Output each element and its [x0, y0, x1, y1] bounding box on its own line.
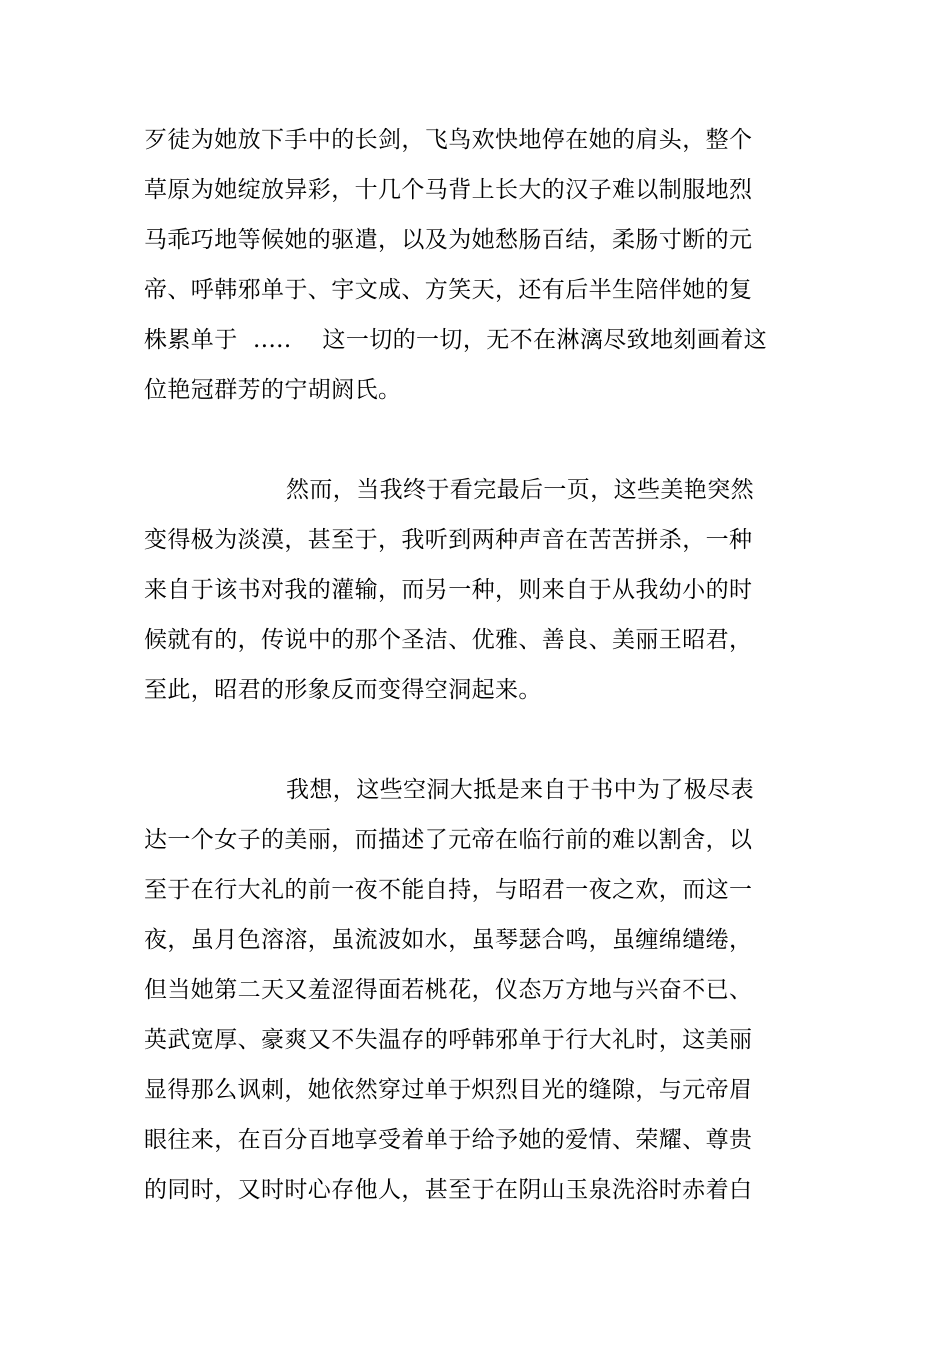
paragraph-3-line-5: 但当她第二天又羞涩得面若桃花，仪态万方地与兴奋不已、 — [144, 977, 753, 1003]
paragraph-3-line-2: 达一个女子的美丽，而描述了元帝在临行前的难以割舍，以 — [144, 827, 753, 853]
paragraph-3-line-6: 英武宽厚、豪爽又不失温存的呼韩邪单于行大礼时，这美丽 — [144, 1027, 753, 1053]
paragraph-3-line-9: 的同时，又时时心存他人，甚至于在阴山玉泉洗浴时赤着白 — [144, 1177, 753, 1203]
paragraph-2-line-5: 至此，昭君的形象反而变得空洞起来。 — [144, 677, 542, 703]
paragraph-2-line-3: 来自于该书对我的灌输，而另一种，则来自于从我幼小的时 — [144, 577, 753, 603]
paragraph-1-line-1: 歹徒为她放下手中的长剑，飞鸟欢快地停在她的肩头，整个 — [144, 127, 753, 153]
paragraph-1-line-3: 马乖巧地等候她的驱遣，以及为她愁肠百结，柔肠寸断的元 — [144, 227, 753, 253]
paragraph-2-line-4: 候就有的，传说中的那个圣洁、优雅、善良、美丽王昭君， — [144, 627, 753, 653]
paragraph-1-line-6: 位艳冠群芳的宁胡阏氏。 — [144, 377, 402, 403]
paragraph-2-line-1: 然而，当我终于看完最后一页，这些美艳突然 — [286, 477, 754, 503]
paragraph-3-line-7: 显得那么讽刺，她依然穿过单于炽烈目光的缝隙，与元帝眉 — [144, 1077, 753, 1103]
paragraph-1-line-4: 帝、呼韩邪单于、宇文成、方笑天，还有后半生陪伴她的复 — [144, 277, 753, 303]
paragraph-2-line-2: 变得极为淡漠，甚至于，我听到两种声音在苦苦拼杀，一种 — [144, 527, 753, 553]
paragraph-3-line-3: 至于在行大礼的前一夜不能自持，与昭君一夜之欢，而这一 — [144, 877, 753, 903]
paragraph-3-line-1: 我想，这些空洞大抵是来自于书中为了极尽表 — [286, 777, 754, 803]
paragraph-3-line-8: 眼往来，在百分百地享受着单于给予她的爱情、荣耀、尊贵 — [144, 1127, 753, 1153]
paragraph-3-line-4: 夜，虽月色溶溶，虽流波如水，虽琴瑟合鸣，虽缠绵缱绻， — [144, 927, 753, 953]
paragraph-1-line-2: 草原为她绽放异彩，十几个马背上长大的汉子难以制服地烈 — [144, 177, 753, 203]
paragraph-1-line-5: 株累单于 ..... 这一切的一切，无不在淋漓尽致地刻画着这 — [144, 327, 768, 353]
